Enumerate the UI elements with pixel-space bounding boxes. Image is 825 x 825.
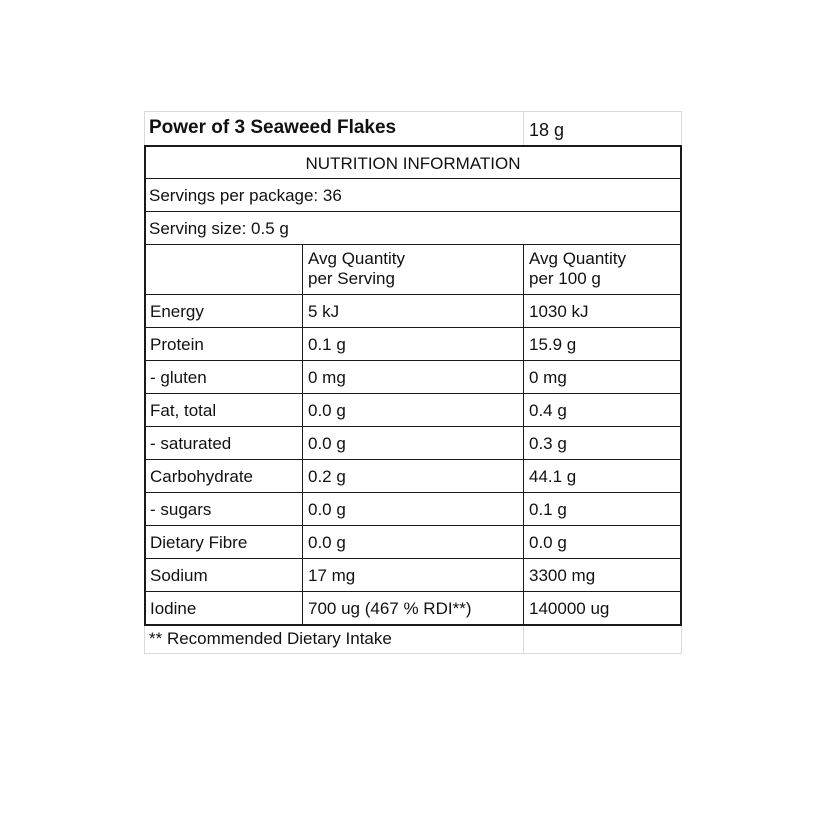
nutrient-name: Carbohydrate	[150, 467, 254, 486]
nutrient-name: Protein	[150, 335, 204, 354]
net-weight: 18 g	[529, 120, 565, 140]
row-separator	[144, 393, 682, 394]
row-separator	[144, 591, 682, 592]
nutrient-name: Sodium	[150, 566, 208, 585]
row-separator	[144, 525, 682, 526]
row-separator	[144, 244, 682, 245]
panel-title: NUTRITION INFORMATION	[305, 154, 521, 173]
per-serving-value: 0.0 g	[308, 500, 346, 519]
footnote: ** Recommended Dietary Intake	[149, 629, 392, 648]
column-header-per-100g	[524, 249, 682, 289]
nutrient-name: Fat, total	[150, 401, 217, 420]
per-100g-value: 3300 mg	[529, 566, 596, 585]
per-serving-value: 0.0 g	[308, 434, 346, 453]
nutrient-name: Dietary Fibre	[150, 533, 248, 552]
column-header-line: Avg Quantity	[529, 249, 627, 268]
per-serving-value: 0.0 g	[308, 533, 346, 552]
product-name: Power of 3 Seaweed Flakes	[149, 117, 397, 138]
per-100g-value: 44.1 g	[529, 467, 577, 486]
column-header-line: per 100 g	[529, 269, 601, 288]
nutrient-name: - sugars	[150, 500, 212, 519]
row-separator	[144, 211, 682, 212]
title-row-right-border	[681, 111, 682, 145]
row-separator	[144, 327, 682, 328]
row-separator	[144, 294, 682, 295]
column-header-per-serving	[303, 249, 523, 289]
per-100g-value: 1030 kJ	[529, 302, 589, 321]
title-row-top-border	[144, 111, 682, 112]
per-serving-value: 0.1 g	[308, 335, 346, 354]
nutrient-name: - saturated	[150, 434, 232, 453]
serving-size: Serving size: 0.5 g	[149, 219, 289, 238]
per-100g-value: 0.4 g	[529, 401, 567, 420]
nutrient-name: - gluten	[150, 368, 207, 387]
table-top-border	[144, 145, 682, 147]
per-serving-value: 5 kJ	[308, 302, 340, 321]
servings-per-package: Servings per package: 36	[149, 186, 342, 205]
per-serving-value: 700 ug (467 % RDI**)	[308, 599, 472, 618]
footnote-bottom-border	[144, 653, 682, 654]
per-serving-value: 17 mg	[308, 566, 356, 585]
per-100g-value: 0 mg	[529, 368, 567, 387]
row-separator	[144, 360, 682, 361]
per-100g-value: 0.3 g	[529, 434, 567, 453]
nutrient-name: Energy	[150, 302, 204, 321]
row-separator	[144, 426, 682, 427]
per-serving-value: 0.2 g	[308, 467, 346, 486]
per-serving-value: 0 mg	[308, 368, 346, 387]
column-header-line: per Serving	[308, 269, 395, 288]
table-bottom-border	[144, 624, 682, 626]
per-100g-value: 140000 ug	[529, 599, 610, 618]
row-separator	[144, 178, 682, 179]
row-separator	[144, 492, 682, 493]
column-header-line: Avg Quantity	[308, 249, 406, 268]
nutrient-name: Iodine	[150, 599, 197, 618]
per-100g-value: 15.9 g	[529, 335, 577, 354]
per-serving-value: 0.0 g	[308, 401, 346, 420]
row-separator	[144, 459, 682, 460]
per-100g-value: 0.0 g	[529, 533, 567, 552]
row-separator	[144, 558, 682, 559]
per-100g-value: 0.1 g	[529, 500, 567, 519]
